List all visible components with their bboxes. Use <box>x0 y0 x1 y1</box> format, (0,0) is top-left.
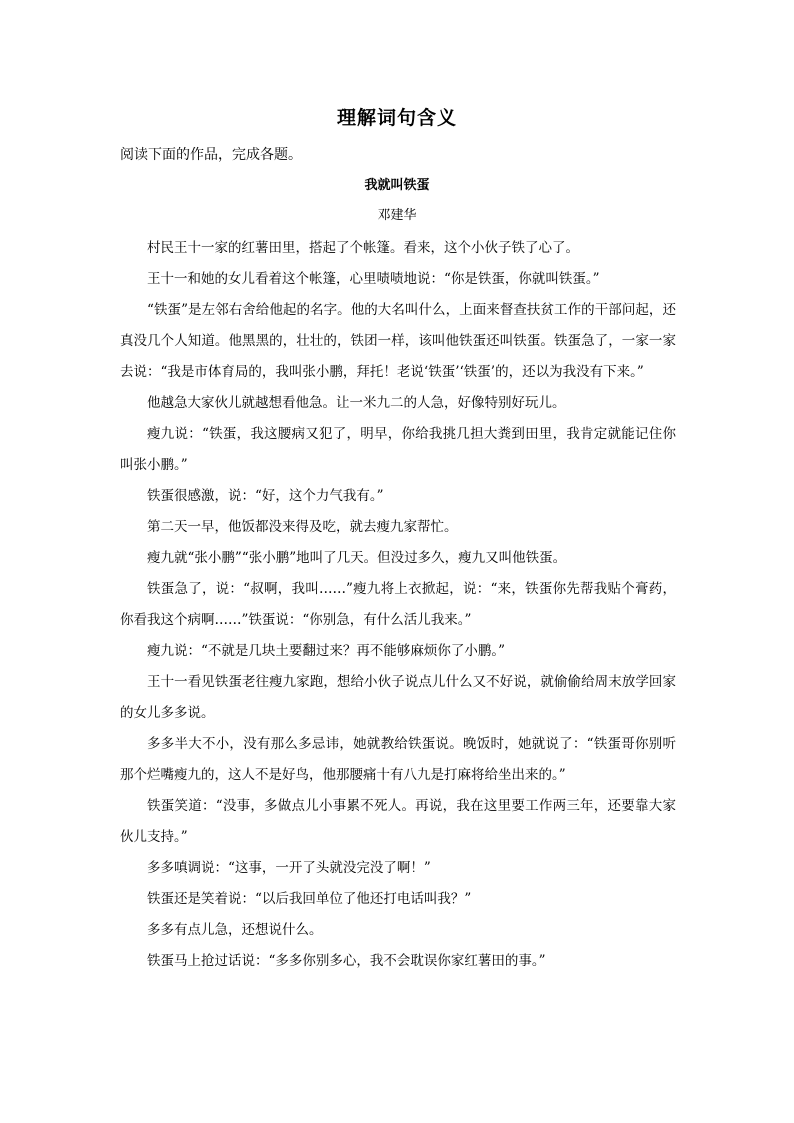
paragraph: 多多有点儿急，还想说什么。 <box>147 922 323 938</box>
paragraph: 铁蛋马上抢过话说：“多多你别多心，我不会耽误你家红薯田的事。” <box>147 953 546 969</box>
paragraph: 村民王十一家的红薯田里，搭起了个帐篷。看来，这个小伙子铁了心了。 <box>147 240 579 256</box>
paragraph: 第二天一早，他饭都没来得及吃，就去瘦九家帮忙。 <box>147 519 458 535</box>
page-title: 理解词句含义 <box>336 107 457 129</box>
paragraph: 多多半大不小，没有那么多忌讳，她就教给铁蛋说。晚饭时，她就说了：“铁蛋哥你别听那个烂嘴瘦九的，这人不是好鸟，他那腰痛十有八九是打麻将给坐出来的。” <box>120 736 676 783</box>
paragraph: 铁蛋还是笑着说：“以后我回单位了他还打电话叫我？” <box>147 891 472 907</box>
story-title: 我就叫铁蛋 <box>364 178 430 193</box>
paragraph: 铁蛋很感激，说：“好，这个力气我有。” <box>147 488 384 504</box>
paragraph: 铁蛋笑道：“没事，多做点儿小事累不死人。再说，我在这里要工作两三年，还要靠大家伙儿支持。” <box>120 798 676 845</box>
paragraph: 瘦九说：“铁蛋，我这腰病又犯了，明早，你给我挑几担大粪到田里，我肯定就能记住你叫张小鹏。” <box>120 426 676 473</box>
paragraph: 他越急大家伙儿就越想看他急。让一米九二的人急，好像特别好玩儿。 <box>147 395 566 411</box>
paragraph: 王十一看见铁蛋老往瘦九家跑，想给小伙子说点儿什么又不好说，就偷偷给周末放学回家的女儿多多说。 <box>120 674 676 721</box>
instruction-text: 阅读下面的作品，完成各题。 <box>120 147 302 163</box>
paragraph: 铁蛋急了，说：“叔啊，我叫……”瘦九将上衣掀起，说：“来，铁蛋你先帮我贴个膏药，你看我这个病啊……”铁蛋说：“你别急，有什么活儿我来。” <box>120 581 676 628</box>
paragraph: 多多嗔调说：“这事，一开了头就没完没了啊！” <box>147 860 431 876</box>
paragraph: 瘦九就“张小鹏”“张小鹏”地叫了几天。但没过多久，瘦九又叫他铁蛋。 <box>147 550 567 566</box>
paragraph: 瘦九说：“不就是几块土要翻过来？再不能够麻烦你了小鹏。” <box>147 643 506 659</box>
story-body <box>120 233 676 977</box>
paragraph: “铁蛋”是左邻右舍给他起的名字。他的大名叫什么，上面来督查扶贫工作的干部问起，还真没几个人知道。他黑黑的，壮壮的，铁团一样，该叫他铁蛋还叫铁蛋。铁蛋急了，一家一家去说：“我是市体育局的，我叫张小鹏，拜托！老说‘铁蛋’‘铁蛋’的，还以为我没有下来。” <box>120 302 676 380</box>
paragraph: 王十一和她的女儿看着这个帐篷，心里啧啧地说：“你是铁蛋，你就叫铁蛋。” <box>147 271 600 287</box>
story-author: 邓建华 <box>377 208 417 223</box>
